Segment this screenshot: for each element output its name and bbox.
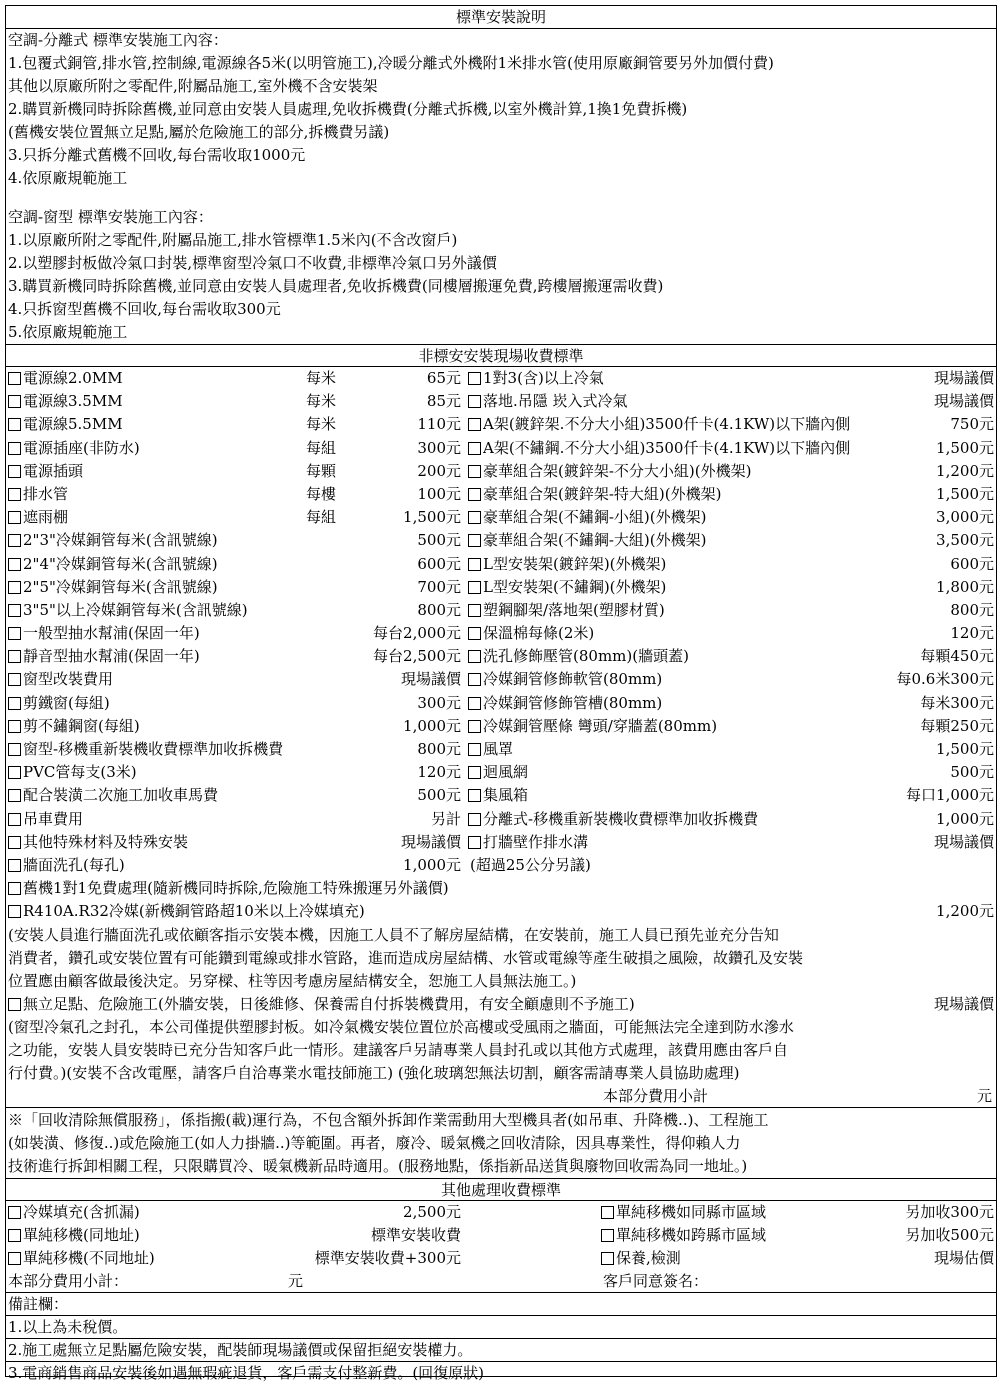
fee-item-price: 另加收300元 (905, 1202, 994, 1221)
fee-item-label: 保養,檢測 (616, 1249, 681, 1268)
checkbox[interactable] (8, 488, 21, 501)
fee-item-label: 一般型抽水幫浦(保固一年) (23, 624, 200, 643)
doc-title: 標準安裝說明 (6, 6, 996, 29)
checkbox[interactable] (8, 673, 21, 686)
split-heading: 空調-分離式 標準安裝施工內容： (8, 31, 228, 49)
fee-item-label: 單純移機如同縣市區域 (616, 1202, 767, 1221)
fee-item-label: 配合裝潢二次施工加收車馬費 (23, 786, 219, 805)
fee-item-label: R410A.R32冷媒(新機銅管路超10米以上冷媒填充) (23, 902, 365, 921)
fee-item-price: 1,500元 (403, 508, 461, 527)
fee-row (6, 808, 996, 831)
fee-row (6, 437, 996, 460)
subtotal-label: 本部分費用小計 (603, 1086, 709, 1105)
note-line: (窗型冷氣孔之封孔，本公司僅提供塑膠封板。如冷氣機安裝位置位於高樓或受風雨之牆面，可能無法完全達到防水滲水 (8, 1017, 794, 1036)
checkbox[interactable] (8, 998, 21, 1011)
fee-item-label: 風罩 (483, 740, 514, 758)
fee-item-price: 700元 (417, 577, 461, 596)
fee-item-label: 電源線5.5MM (23, 415, 123, 434)
note-line: 消費者，鑽孔或安裝位置有可能鑽到電線或排水管路，進而造成房屋結構、水管或電線等產生破損之風險，故鑽孔及安裝 (8, 948, 804, 967)
fee-item-price: 65元 (426, 369, 461, 387)
other-title: 其他處理收費標準 (6, 1178, 996, 1201)
window-line: 3.購買新機同時拆除舊機,並同意由安裝人員處理者,免收拆機費(同樓層搬運免費,跨樓層搬運需收費) (8, 277, 664, 295)
fee-item-price: 每顆250元 (920, 716, 994, 735)
fee-item-unit: 每組 (306, 438, 337, 457)
checkbox[interactable] (8, 813, 21, 826)
note-line: 位置應由顧客做最後決定。另穿樑、柱等因考慮房屋結構安全，恕施工人員無法施工。) (8, 971, 577, 990)
other-fee-row (6, 1201, 996, 1224)
fee-item-label: 冷媒銅管修飾軟管(80mm) (483, 670, 663, 689)
fee-item-label: 其他特殊材料及特殊安裝 (23, 832, 189, 851)
fee-item-label: 2"4"冷媒銅管每米(含訊號線) (23, 554, 218, 573)
checkbox[interactable] (601, 1206, 614, 1219)
fee-item-label: 冷媒銅管壓條 彎頭/穿牆蓋(80mm) (483, 716, 718, 735)
split-line: 1.包覆式銅管,排水管,控制線,電源線各5米(以明管施工),冷暖分離式外機附1米排水管(使用原廠銅管要另外加價付費) (8, 54, 774, 72)
fee-item-price: 200元 (417, 461, 461, 480)
fee-row (6, 460, 996, 483)
window-seal-note (6, 1016, 996, 1085)
checkbox[interactable] (468, 743, 481, 756)
fee-item-price: 每台2,500元 (373, 647, 461, 666)
note-line: ※「回收清除無償服務」，係指搬(載)運行為，不包含額外拆卸作業需動用大型機具者(如吊車、升降機..)、工程施工 (8, 1110, 769, 1129)
fee-item-price: 另計 (430, 809, 461, 828)
fee-item-price: 現場議價 (400, 670, 461, 689)
fee-row (6, 599, 996, 622)
nonstd-fee-table (6, 367, 996, 877)
nonstd-title: 非標安安裝現場收費標準 (6, 344, 996, 367)
checkbox[interactable] (468, 720, 481, 733)
checkbox[interactable] (8, 465, 21, 478)
fee-item-price: 1,500元 (936, 438, 994, 457)
fee-row-old-unit (6, 877, 996, 900)
split-line: 其他以原廠所附之零配件,附屬品施工,室外機不含安裝架 (8, 77, 378, 95)
checkbox[interactable] (468, 766, 481, 779)
fee-row (6, 622, 996, 645)
fee-item-label: 2"5"冷媒銅管每米(含訊號線) (23, 577, 218, 596)
checkbox[interactable] (8, 743, 21, 756)
checkbox[interactable] (8, 534, 21, 547)
fee-item-price: 1,200元 (936, 461, 994, 480)
recycle-note (6, 1107, 996, 1178)
checkbox[interactable] (8, 627, 21, 640)
fee-row-danger (6, 993, 996, 1016)
fee-item-label: 豪華組合架(不鏽鋼-小組)(外機架) (483, 508, 707, 527)
checkbox[interactable] (468, 511, 481, 524)
checkbox[interactable] (8, 558, 21, 571)
fee-item-price: 1,800元 (936, 577, 994, 596)
fee-item-price: 3,000元 (936, 508, 994, 527)
checkbox[interactable] (8, 1206, 21, 1219)
fee-row (6, 831, 996, 854)
fee-item-label: 單純移機(不同地址) (23, 1249, 155, 1268)
fee-item-price: 600元 (417, 554, 461, 573)
fee-item-price: 300元 (417, 693, 461, 712)
fee-item-price: 現場議價 (400, 832, 461, 851)
fee-item-label: 2"3"冷媒銅管每米(含訊號線) (23, 531, 218, 550)
checkbox[interactable] (468, 442, 481, 455)
fee-row (6, 715, 996, 738)
fee-item-label: 電源插頭 (23, 461, 84, 480)
fee-item-label: 豪華組合架(不鏽鋼-大組)(外機架) (483, 531, 707, 550)
fee-item-label: 電源線3.5MM (23, 392, 123, 411)
fee-item-price: 每0.6米300元 (896, 670, 994, 689)
checkbox[interactable] (8, 1229, 21, 1242)
checkbox[interactable] (468, 372, 481, 385)
fee-item-label: 冷媒銅管修飾管槽(80mm) (483, 693, 663, 712)
fee-item-label: 靜音型抽水幫浦(保固一年) (23, 647, 200, 666)
checkbox[interactable] (601, 1229, 614, 1242)
fee-item-label: 電源線2.0MM (23, 369, 123, 387)
note-line: 之功能，安裝人員安裝時已充分告知客戶此一情形。建議客戶另請專業人員封孔或以其他方式處理，該費用應由客戶自 (8, 1040, 789, 1059)
fee-item-price: 1,000元 (403, 716, 461, 735)
fee-item-unit: 每組 (306, 508, 337, 527)
fee-item-price: 800元 (950, 600, 994, 619)
fee-item-unit: 每顆 (306, 461, 337, 480)
fee-item-unit: 每米 (306, 392, 337, 411)
checkbox[interactable] (8, 720, 21, 733)
fee-item-price: 現場議價 (933, 832, 994, 851)
fee-item-price: 1,200元 (936, 902, 994, 921)
checkbox[interactable] (8, 650, 21, 663)
fee-row (6, 854, 996, 877)
fee-item-price: 500元 (417, 786, 461, 805)
remark-line: 1.以上為未稅價。 (6, 1316, 996, 1339)
note-line: (安裝人員進行牆面洗孔或依顧客指示安裝本機，因施工人員不了解房屋結構，在安裝前，施工人員已預先並充分告知 (8, 925, 779, 944)
fee-item-label: L型安裝架(鍍鋅架)(外機架) (483, 554, 667, 573)
remark-line: 3.電商銷售商品安裝後如遇無瑕疵退貨，客戶需支付整新費。(回復原狀) (8, 1364, 485, 1383)
subtotal-unit: 元 (976, 1086, 992, 1105)
fee-item-label: 保溫棉每條(2米) (483, 624, 595, 643)
checkbox[interactable] (8, 442, 21, 455)
fee-item-label: 分離式-移機重新裝機收費標準加收拆機費 (483, 809, 759, 828)
drill-note (6, 924, 996, 993)
checkbox[interactable] (8, 581, 21, 594)
fee-row (6, 738, 996, 761)
checkbox[interactable] (8, 859, 21, 872)
install-document (5, 5, 997, 1383)
fee-item-price: 3,500元 (936, 531, 994, 550)
window-line: 4.只拆窗型舊機不回收,每台需收取300元 (8, 300, 281, 318)
fee-item-label: 冷媒填充(含抓漏) (23, 1202, 140, 1221)
remarks-heading: 備註欄： (6, 1293, 996, 1316)
remarks-section (6, 1292, 996, 1385)
fee-row (6, 390, 996, 413)
remark-line: 2.施工處無立足點屬危險安裝，配裝師現場議價或保留拒絕安裝權力。 (6, 1339, 996, 1362)
fee-item-label: 迴風網 (483, 763, 529, 782)
split-line: (舊機安裝位置無立足點,屬於危險施工的部分,拆機費另議) (8, 123, 390, 141)
fee-item-price: 標準安裝收費+300元 (314, 1249, 461, 1268)
window-line: 1.以原廠所附之零配件,附屬品施工,排水管標準1.5米內(不含改窗戶) (8, 231, 458, 249)
fee-item-price: 500元 (950, 763, 994, 782)
fee-item-label: A架(鍍鋅架.不分大小組)3500仟卡(4.1KW)以下牆內側 (483, 415, 851, 434)
checkbox[interactable] (468, 465, 481, 478)
fee-item-price: 標準安裝收費 (370, 1225, 461, 1244)
fee-item-price: 100元 (417, 484, 461, 503)
fee-item-label: 無立足點、危險施工(外牆安裝，日後維修、保養需自付拆裝機費用，有安全顧慮則不予施工) (23, 994, 635, 1013)
fee-item-price: 現場估價 (933, 1249, 994, 1268)
fee-item-unit: 每米 (306, 369, 337, 387)
split-section (6, 29, 996, 190)
fee-item-label: 牆面洗孔(每孔) (23, 855, 125, 874)
fee-item-label: 1對3(含)以上冷氣 (483, 369, 604, 387)
fee-row (6, 506, 996, 529)
fee-item-note: (超過25公分另議) (470, 855, 591, 874)
other-subtotal (6, 1270, 996, 1292)
fee-item-price: 110元 (417, 415, 461, 434)
checkbox[interactable] (8, 604, 21, 617)
note-line: 技術進行拆卸相關工程，只限購買冷、暖氣機新品時適用。(服務地點，係指新品送貨與廢物回收需為同一地址。) (8, 1156, 748, 1175)
fee-row (6, 483, 996, 506)
fee-row (6, 761, 996, 784)
fee-row (6, 784, 996, 807)
fee-item-price: 500元 (417, 531, 461, 550)
fee-item-price: 現場議價 (933, 369, 994, 387)
checkbox[interactable] (468, 813, 481, 826)
fee-item-price: 1,500元 (936, 484, 994, 503)
fee-item-label: 窗型-移機重新裝機收費標準加收拆機費 (23, 740, 284, 758)
fee-row (6, 645, 996, 668)
fee-row (6, 668, 996, 691)
fee-row (6, 553, 996, 576)
fee-item-label: 排水管 (23, 484, 69, 503)
checkbox[interactable] (8, 882, 21, 895)
checkbox[interactable] (8, 1252, 21, 1265)
fee-row-r410 (6, 900, 996, 923)
subtotal-label: 本部分費用小計： (8, 1272, 129, 1291)
fee-item-price: 1,000元 (936, 809, 994, 828)
fee-item-price: 600元 (950, 554, 994, 573)
fee-row (6, 576, 996, 599)
split-line: 2.購買新機同時拆除舊機,並同意由安裝人員處理,免收拆機費(分離式拆機,以室外機計算,1換1免費拆機) (8, 100, 688, 118)
window-line: 5.依原廠規範施工 (8, 323, 128, 341)
fee-item-label: 塑鋼腳架/落地架(塑膠材質) (483, 600, 665, 619)
checkbox[interactable] (468, 697, 481, 710)
checkbox[interactable] (468, 395, 481, 408)
checkbox[interactable] (468, 581, 481, 594)
checkbox[interactable] (468, 488, 481, 501)
fee-item-label: A架(不鏽鋼.不分大小組)3500仟卡(4.1KW)以下牆內側 (483, 438, 851, 457)
other-fee-row (6, 1247, 996, 1270)
fee-item-price: 85元 (426, 392, 461, 411)
fee-item-label: 豪華組合架(鍍鋅架-不分大小組)(外機架) (483, 461, 752, 480)
checkbox[interactable] (8, 372, 21, 385)
fee-item-label: 剪不鏽鋼窗(每組) (23, 716, 140, 735)
fee-item-price: 現場議價 (933, 392, 994, 411)
fee-item-label: 電源插座(非防水) (23, 438, 140, 457)
fee-item-label: 落地.吊隱 崁入式冷氣 (483, 392, 628, 411)
window-heading: 空調-窗型 標準安裝施工內容： (8, 208, 213, 226)
window-section (6, 206, 996, 344)
fee-item-price: 每台2,000元 (373, 624, 461, 643)
checkbox[interactable] (468, 627, 481, 640)
checkbox[interactable] (8, 395, 21, 408)
fee-item-price: 2,500元 (403, 1202, 461, 1221)
other-fee-table (6, 1201, 996, 1271)
checkbox[interactable] (468, 789, 481, 802)
fee-item-price: 750元 (950, 415, 994, 434)
fee-item-label: 豪華組合架(鍍鋅架-特大組)(外機架) (483, 484, 722, 503)
checkbox[interactable] (8, 836, 21, 849)
fee-item-price: 每口1,000元 (906, 786, 994, 805)
checkbox[interactable] (8, 789, 21, 802)
split-line: 4.依原廠規範施工 (8, 169, 128, 187)
fee-item-label: 3"5"以上冷媒銅管每米(含訊號線) (23, 600, 248, 619)
fee-item-price: 1,500元 (936, 740, 994, 758)
fee-item-label: 遮雨棚 (23, 508, 69, 527)
window-line: 2.以塑膠封板做冷氣口封裝,標準窗型冷氣口不收費,非標準冷氣口另外議價 (8, 254, 497, 272)
checkbox[interactable] (8, 766, 21, 779)
fee-row (6, 529, 996, 552)
checkbox[interactable] (468, 650, 481, 663)
fee-item-price: 800元 (417, 740, 461, 758)
checkbox[interactable] (468, 418, 481, 431)
fee-item-price: 另加收500元 (905, 1225, 994, 1244)
split-line: 3.只拆分離式舊機不回收,每台需收取1000元 (8, 146, 306, 164)
fee-item-label: 舊機1對1免費處理(隨新機同時拆除,危險施工特殊搬運另外議價) (23, 879, 449, 898)
checkbox[interactable] (468, 673, 481, 686)
fee-item-price: 現場議價 (933, 994, 994, 1013)
note-line: 行付費。)(安裝不含改電壓，請客戶自洽專業水電技師施工) (強化玻璃恕無法切割，顧客需請專業人員協助處理) (8, 1063, 740, 1082)
fee-item-price: 300元 (417, 438, 461, 457)
fee-item-price: 每顆450元 (920, 647, 994, 666)
checkbox[interactable] (601, 1252, 614, 1265)
fee-item-label: 打牆壁作排水溝 (483, 832, 589, 851)
fee-item-label: PVC管每支(3米) (23, 763, 137, 782)
fee-item-label: 單純移機如跨縣市區域 (616, 1225, 767, 1244)
checkbox[interactable] (468, 534, 481, 547)
checkbox[interactable] (468, 836, 481, 849)
fee-item-label: L型安裝架(不鏽鋼)(外機架) (483, 577, 667, 596)
checkbox[interactable] (468, 604, 481, 617)
fee-item-label: 洗孔修飾壓管(80mm)(牆頭蓋) (483, 647, 689, 666)
nonstd-subtotal (6, 1085, 996, 1107)
fee-item-price: 120元 (417, 763, 461, 782)
fee-item-label: 窗型改裝費用 (23, 670, 114, 689)
fee-item-label: 集風箱 (483, 786, 529, 805)
checkbox[interactable] (8, 418, 21, 431)
subtotal-unit: 元 (288, 1272, 304, 1291)
signature-label: 客戶同意簽名： (603, 1272, 709, 1291)
fee-item-price: 800元 (417, 600, 461, 619)
fee-item-label: 剪鐵窗(每組) (23, 693, 110, 712)
checkbox[interactable] (468, 558, 481, 571)
checkbox[interactable] (8, 697, 21, 710)
checkbox[interactable] (8, 511, 21, 524)
fee-item-price: 1,000元 (403, 855, 461, 874)
fee-row (6, 692, 996, 715)
fee-row (6, 413, 996, 436)
fee-row (6, 367, 996, 390)
fee-item-label: 吊車費用 (23, 809, 84, 828)
other-fee-row (6, 1224, 996, 1247)
fee-item-unit: 每樓 (306, 484, 337, 503)
note-line: (如裝潢、修復..)或危險施工(如人力掛牆..)等範圍。再者，廢冷、暖氣機之回收清除，因具專業性，得仰賴人力 (8, 1133, 741, 1152)
fee-item-unit: 每米 (306, 415, 337, 434)
fee-item-price: 每米300元 (920, 693, 994, 712)
fee-item-label: 單純移機(同地址) (23, 1225, 140, 1244)
checkbox[interactable] (8, 905, 21, 918)
fee-item-price: 120元 (950, 624, 994, 643)
